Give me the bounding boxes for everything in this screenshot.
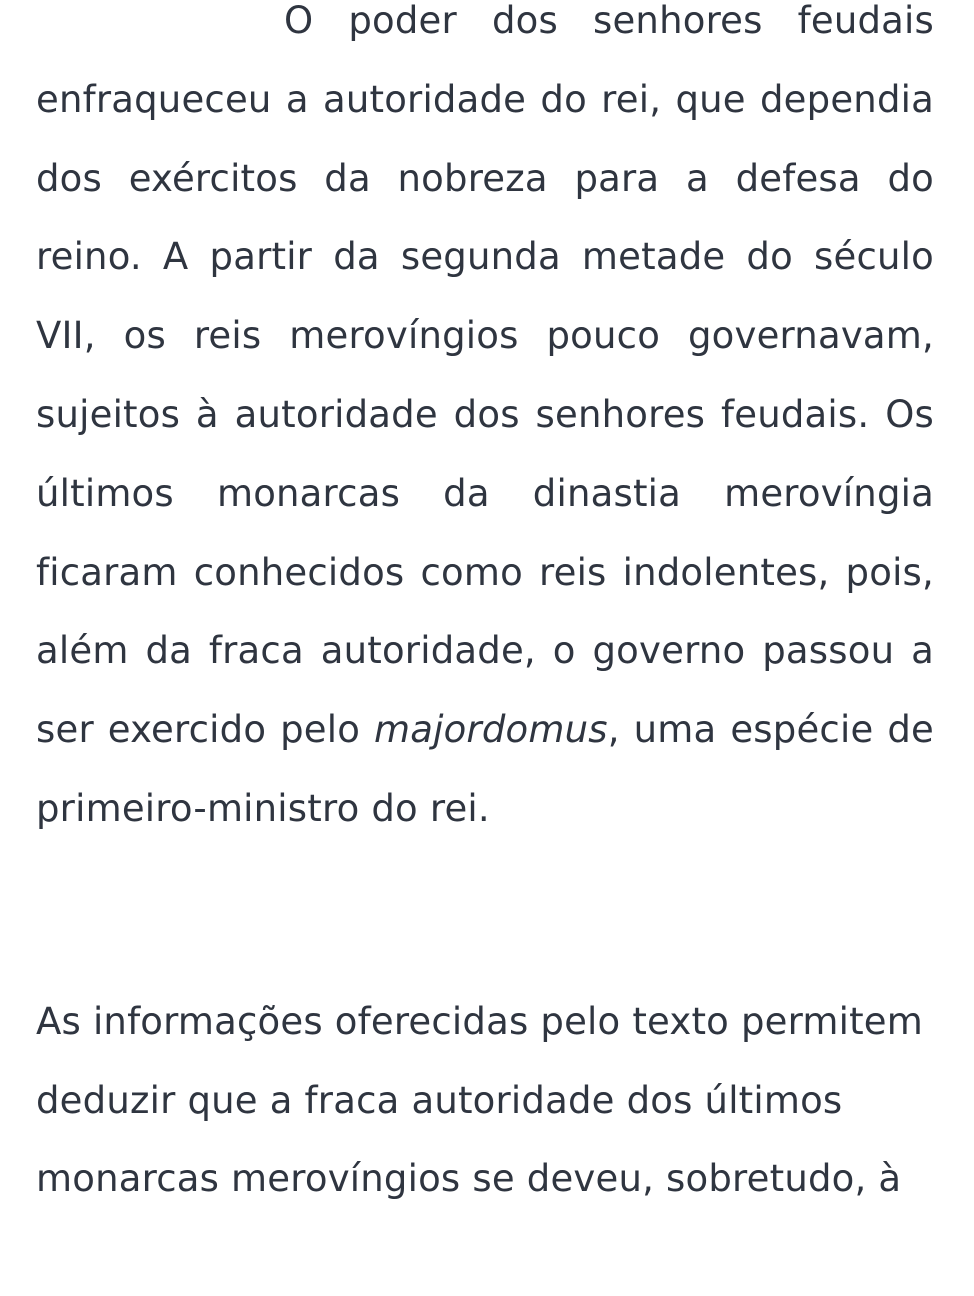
passage-paragraph — [36, 0, 934, 849]
passage-text-part2: , uma espécie de primeiro-ministro do rei. — [36, 708, 934, 830]
question-prompt: As informações oferecidas pelo texto permitem deduzir que a fraca autoridade dos últimos monarcas merovíngios se deveu, sobretudo, à — [36, 1000, 924, 1200]
passage-italic-term: majordomus — [374, 708, 608, 752]
passage-text-part1: O poder dos senhores feudais enfraqueceu a autoridade do rei, que dependia dos exércitos da nobreza para a defesa do reino. A partir da segunda metade do século VII, os reis merovíngios pouco governavam, sujeitos à autoridade dos senhores feudais. Os últimos monarcas da dinastia merovíngia ficaram conhecidos como reis indolentes, pois, além da fraca autoridade, o governo passou a ser exercido pelo — [36, 0, 934, 752]
